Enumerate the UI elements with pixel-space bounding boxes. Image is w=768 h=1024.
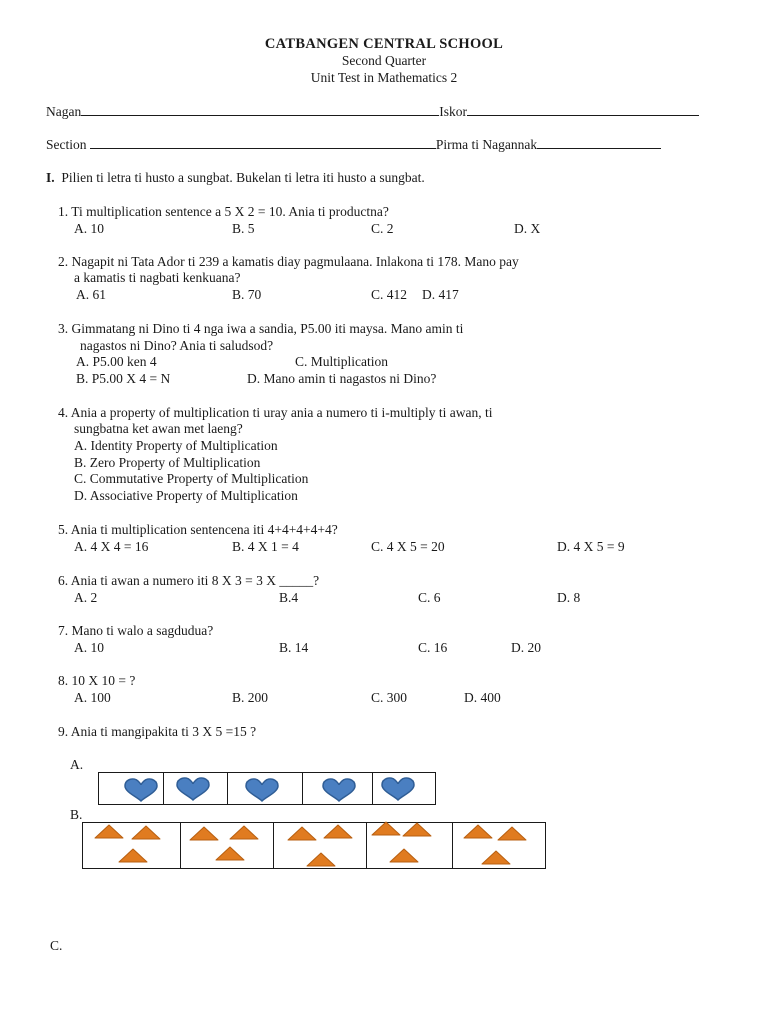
q6-choice-d[interactable]: D. 8 <box>557 590 581 605</box>
q8-choice-a[interactable]: A. 100 <box>74 690 111 705</box>
question-1: 1. Ti multiplication sentence a 5 X 2 = 10. Ania ti productna? <box>58 204 389 219</box>
heart-icon <box>177 778 209 800</box>
triangle-icon <box>119 849 147 862</box>
question-6: 6. Ania ti awan a numero iti 8 X 3 = 3 X _____? <box>58 573 320 588</box>
q7-choice-b[interactable]: B. 14 <box>279 640 309 655</box>
q4-choice-d[interactable]: D. Associative Property of Multiplication <box>74 488 298 503</box>
instructions-text: Pilien ti letra ti husto a sungbat. Bukelan ti letra iti husto a sungbat. <box>61 170 425 185</box>
triangle-icon <box>482 851 510 864</box>
q7-choice-a[interactable]: A. 10 <box>74 640 104 655</box>
triangle-icon <box>324 825 352 838</box>
triangle-icon <box>288 827 316 840</box>
q1-choice-c[interactable]: C. 2 <box>371 221 394 236</box>
question-4: 4. Ania a property of multiplication ti uray ania a numero ti i-multiply ti awan, ti <box>58 405 493 420</box>
signature-label: Pirma ti Nagannak <box>435 137 538 152</box>
q3-choice-c[interactable]: C. Multiplication <box>295 354 388 369</box>
triangle-icon <box>498 827 526 840</box>
test-title: Unit Test in Mathematics 2 <box>310 70 458 85</box>
q4-choice-a[interactable]: A. Identity Property of Multiplication <box>74 438 278 453</box>
q4-choice-b[interactable]: B. Zero Property of Multiplication <box>74 455 261 470</box>
question-8: 8. 10 X 10 = ? <box>58 673 136 688</box>
question-3-cont: nagastos ni Dino? Ania ti saludsod? <box>80 338 274 353</box>
part-number: I. <box>46 170 55 185</box>
heart-icon <box>246 779 278 801</box>
section-label: Section <box>46 137 87 152</box>
heart-icon <box>125 779 157 801</box>
triangle-icon <box>403 823 431 836</box>
score-label: Iskor <box>439 104 467 119</box>
triangle-icon <box>307 853 335 866</box>
q2-choice-a[interactable]: A. 61 <box>76 287 106 302</box>
q2-choice-c[interactable]: C. 412 <box>371 287 408 302</box>
question-3: 3. Gimmatang ni Dino ti 4 nga iwa a sandia, P5.00 iti maysa. Mano amin ti <box>58 321 464 336</box>
q1-choice-a[interactable]: A. 10 <box>74 221 104 236</box>
q3-choice-d[interactable]: D. Mano amin ti nagastos ni Dino? <box>247 371 437 386</box>
question-9: 9. Ania ti mangipakita ti 3 X 5 =15 ? <box>58 724 257 739</box>
question-2: 2. Nagapit ni Tata Ador ti 239 a kamatis diay pagmulaana. Inlakona ti 178. Mano pay <box>58 254 519 269</box>
triangle-icon <box>216 847 244 860</box>
q7-choice-d[interactable]: D. 20 <box>511 640 541 655</box>
q7-choice-c[interactable]: C. 16 <box>418 640 448 655</box>
q8-choice-d[interactable]: D. 400 <box>464 690 501 705</box>
triangle-icon <box>190 827 218 840</box>
q3-choice-b[interactable]: B. P5.00 X 4 = N <box>76 371 171 386</box>
q8-choice-c[interactable]: C. 300 <box>371 690 408 705</box>
q1-choice-d[interactable]: D. X <box>514 221 541 236</box>
q5-choice-c[interactable]: C. 4 X 5 = 20 <box>371 539 445 554</box>
name-label: Nagan <box>46 104 82 119</box>
q4-choice-c[interactable]: C. Commutative Property of Multiplication <box>74 471 309 486</box>
question-2-cont: a kamatis ti nagbati kenkuana? <box>74 270 241 285</box>
school-name: CATBANGEN CENTRAL SCHOOL <box>264 36 504 52</box>
triangle-icon <box>230 826 258 839</box>
q6-choice-a[interactable]: A. 2 <box>74 590 98 605</box>
heart-icon <box>323 779 355 801</box>
heart-icon <box>382 778 414 800</box>
triangle-icon <box>95 825 123 838</box>
q2-choice-d[interactable]: D. 417 <box>422 287 459 302</box>
q9-choice-a[interactable]: A. <box>70 757 84 772</box>
triangle-icon <box>372 822 400 835</box>
q1-choice-b[interactable]: B. 5 <box>232 221 255 236</box>
q5-choice-d[interactable]: D. 4 X 5 = 9 <box>557 539 625 554</box>
question-7: 7. Mano ti walo a sagdudua? <box>58 623 214 638</box>
question-5: 5. Ania ti multiplication sentencena iti 4+4+4+4+4? <box>58 522 338 537</box>
q3-choice-a[interactable]: A. P5.00 ken 4 <box>76 354 157 369</box>
q8-choice-b[interactable]: B. 200 <box>232 690 269 705</box>
question-4-cont: sungbatna ket awan met laeng? <box>74 421 243 436</box>
q9-choice-c[interactable]: C. <box>50 938 63 953</box>
q2-choice-b[interactable]: B. 70 <box>232 287 262 302</box>
triangle-icon <box>390 849 418 862</box>
triangle-icon <box>464 825 492 838</box>
q6-choice-b[interactable]: B.4 <box>279 590 299 605</box>
triangle-icon <box>132 826 160 839</box>
q9-choice-b[interactable]: B. <box>70 807 83 822</box>
q5-choice-b[interactable]: B. 4 X 1 = 4 <box>232 539 299 554</box>
q6-choice-c[interactable]: C. 6 <box>418 590 441 605</box>
quarter-label: Second Quarter <box>341 53 427 68</box>
q5-choice-a[interactable]: A. 4 X 4 = 16 <box>74 539 149 554</box>
